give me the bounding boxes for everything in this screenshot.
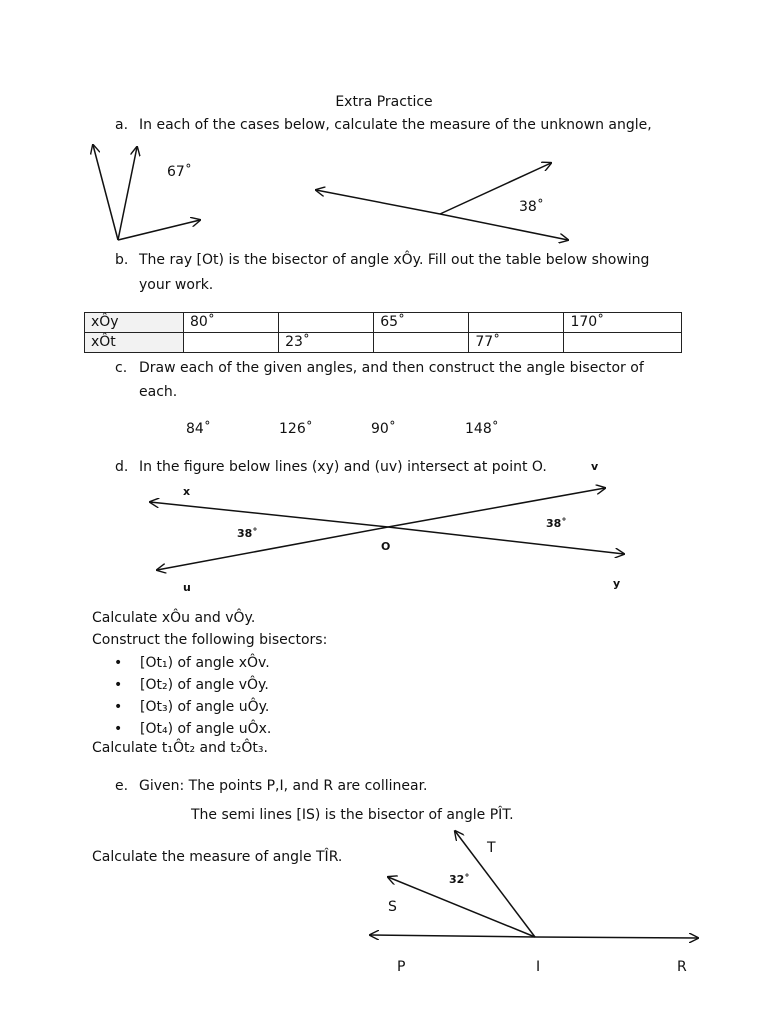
label-r: R [677, 959, 687, 975]
page-title: Extra Practice [335, 94, 433, 110]
table-cell: 65˚ [374, 313, 469, 333]
line-uv-left [157, 527, 391, 570]
part-b-line-1: The ray [Ot) is the bisector of angle xÔy. Fill out the table below showing [139, 252, 650, 268]
list-item: • [Ot₄) of angle uÔx. [112, 718, 271, 740]
angle-label-67: 67˚ [167, 164, 192, 180]
label-t: T [487, 840, 496, 856]
part-c-line-2: each. [139, 384, 178, 400]
part-e-figure [370, 831, 698, 938]
label-p: P [397, 959, 406, 975]
angle-table [84, 312, 682, 353]
part-e-given: Given: The points P,I, and R are collinear. [139, 778, 428, 794]
table-cell [564, 333, 682, 353]
part-b-line-2: your work. [139, 277, 214, 293]
part-a-text: In each of the cases below, calculate the measure of the unknown angle, [139, 117, 652, 133]
table-cell: 23˚ [279, 333, 374, 353]
line-right [440, 214, 568, 240]
row-header-xoy: xÔy [85, 313, 184, 333]
table-cell: 77˚ [469, 333, 564, 353]
row-header-xot: xÔt [85, 333, 184, 353]
part-d-marker: d. [115, 459, 129, 475]
part-e-calc: Calculate the measure of angle TÎR. [92, 849, 343, 865]
part-c-marker: c. [115, 360, 128, 376]
ray-1 [93, 145, 118, 240]
ray-3 [118, 220, 200, 240]
list-item: • [Ot₃) of angle uÔy. [112, 696, 271, 718]
table-cell [279, 313, 374, 333]
label-u: u [183, 581, 191, 594]
table-cell [184, 333, 279, 353]
angle-label-38: 38˚ [519, 199, 544, 215]
part-a-angle-figure-1 [93, 145, 200, 240]
angle-label-32: 32˚ [449, 873, 470, 886]
label-i: I [536, 959, 541, 975]
table-cell: 80˚ [184, 313, 279, 333]
label-x: x [183, 485, 191, 498]
part-c-line-1: Draw each of the given angles, and then construct the angle bisector of [139, 360, 644, 376]
construct-heading: Construct the following bisectors: [92, 632, 328, 648]
angle-value-148: 148˚ [465, 421, 499, 437]
line-ir [535, 937, 698, 938]
ray-2 [118, 147, 137, 240]
table-cell [469, 313, 564, 333]
bisector-list [112, 652, 271, 740]
line-xy-left [150, 502, 388, 527]
table-cell [374, 333, 469, 353]
angle-label-right: 38˚ [546, 517, 567, 530]
calc-t1ot2: Calculate t₁Ôt₂ and t₂Ôt₃. [92, 740, 268, 756]
list-item: • [Ot₁) of angle xÔv. [112, 652, 271, 674]
line-ip [370, 935, 535, 937]
part-a-marker: a. [115, 117, 129, 133]
angle-value-84: 84˚ [186, 421, 211, 437]
calc-xou-voy: Calculate xÔu and vÔy. [92, 610, 256, 626]
table-cell: 170˚ [564, 313, 682, 333]
table-row [85, 313, 682, 333]
line-xy-right [388, 527, 624, 554]
table-row [85, 333, 682, 353]
part-b-marker: b. [115, 252, 129, 268]
part-d-text: In the figure below lines (xy) and (uv) intersect at point O. [139, 459, 547, 475]
angle-value-90: 90˚ [371, 421, 396, 437]
label-o: O [381, 540, 391, 553]
part-e-marker: e. [115, 778, 129, 794]
angle-label-left: 38˚ [237, 527, 258, 540]
line-left [316, 190, 440, 214]
part-e-semi-lines: The semi lines [IS) is the bisector of angle PÎT. [191, 807, 514, 823]
label-v: v [591, 460, 599, 473]
list-item: • [Ot₂) of angle vÔy. [112, 674, 271, 696]
angle-value-126: 126˚ [279, 421, 313, 437]
label-s: S [388, 899, 397, 915]
label-y: y [613, 577, 621, 590]
line-uv-right [388, 488, 605, 527]
